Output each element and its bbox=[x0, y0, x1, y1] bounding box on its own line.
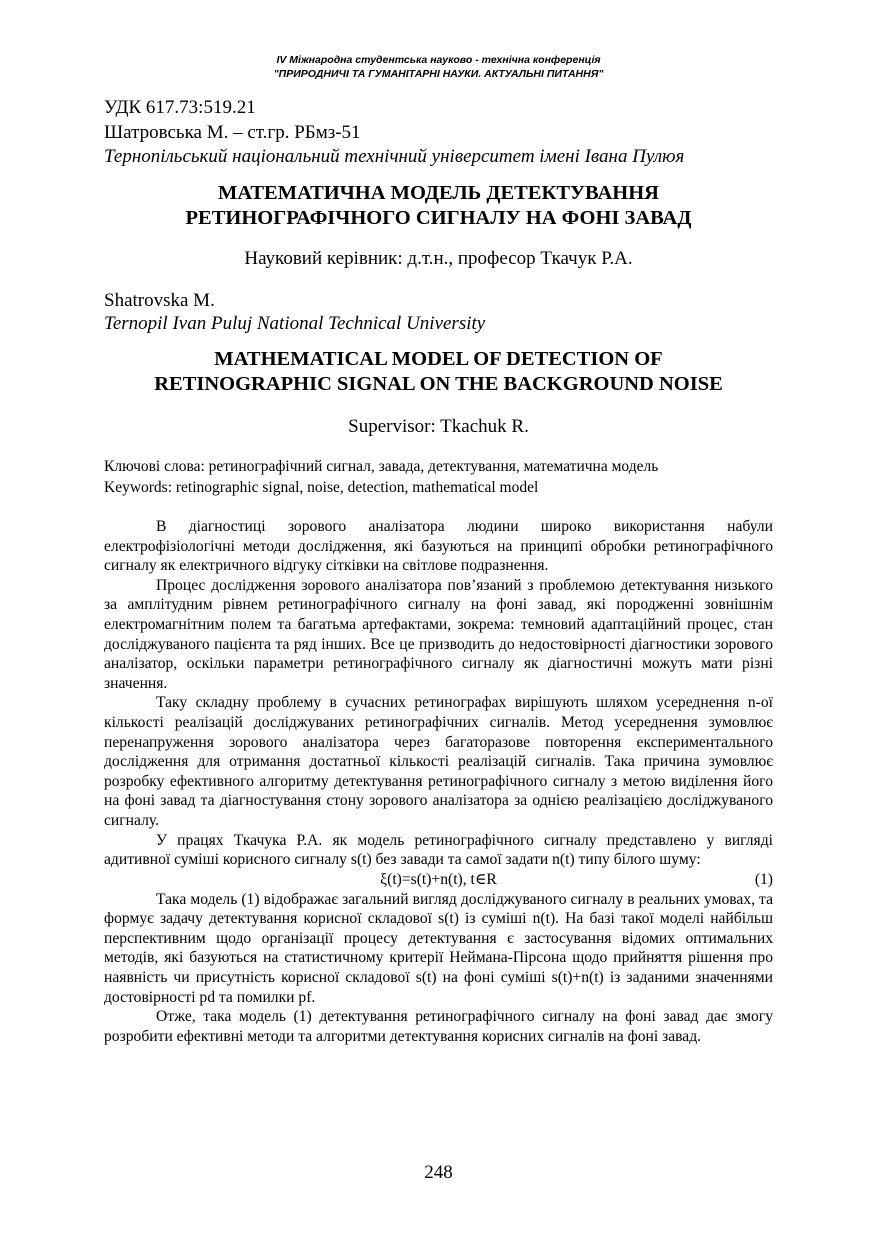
title-en bbox=[0, 347, 877, 397]
supervisor-ua: Науковий керівник: д.т.н., професор Ткачук Р.А. bbox=[244, 248, 633, 269]
paragraph: Процес дослідження зорового аналізатора пов’язаний з проблемою детектування низького за амплітудним рівнем ретинографічного сигналу на фоні завад, які породженні зовнішнім електромагнітним полем та багатьма артефактами, зокрема: темновий адаптаційний процес, стан досліджуваного пацієнта та ряд інших. Все це призводить до недостовірності діагностики зорового аналізатор, оскільки параметри ретинографічного сигналу як діагностичні можуть мати різні значення. bbox=[104, 576, 773, 692]
affiliation-en: Ternopil Ivan Puluj National Technical University bbox=[104, 313, 486, 334]
title-ua bbox=[0, 181, 877, 231]
keywords-en: Keywords: retinographic signal, noise, detection, mathematical model bbox=[104, 479, 539, 496]
author-ua: Шатровська М. – ст.гр. РБмз-51 bbox=[104, 122, 361, 143]
title-ua-line-1: МАТЕМАТИЧНА МОДЕЛЬ ДЕТЕКТУВАННЯ bbox=[218, 182, 659, 204]
title-en-line-2: RETINOGRAPHIC SIGNAL ON THE BACKGROUND NOISE bbox=[154, 373, 723, 395]
conference-line-2: "ПРИРОДНИЧІ ТА ГУМАНІТАРНІ НАУКИ. АКТУАЛЬНІ ПИТАННЯ" bbox=[273, 68, 604, 80]
body-text bbox=[104, 517, 773, 1046]
equation-number: (1) bbox=[754, 870, 773, 888]
conference-line-1: IV Міжнародна студентська науково - технічна конференція bbox=[276, 54, 601, 66]
equation-expression: ξ(t)=s(t)+n(t), t∈R bbox=[380, 870, 497, 888]
conference-header bbox=[0, 53, 877, 81]
paragraph: Таку складну проблему в сучасних ретинографах вирішують шляхом усереднення n-ої кількості реалізацій досліджуваних ретинографічних сигналів. Метод усереднення зумовлює перенапруження зорового аналізатора через багаторазове повторення експериментального дослідження для отримання достатньої кількості реалізацій сигналів. Така причина зумовлює розробку ефективного алгоритму детектування ретинографічного сигналу з метою виділення його на фоні завад та діагностування стону зорового аналізатора за однією реалізацією досліджуваного сигналу. bbox=[104, 694, 773, 829]
page-number: 248 bbox=[424, 1162, 453, 1183]
title-en-line-1: MATHEMATICAL MODEL OF DETECTION OF bbox=[214, 348, 663, 370]
paragraph: Отже, така модель (1) детектування ретинографічного сигналу на фоні завад дає змогу розробити ефективні методи та алгоритми детектування корисних сигналів на фоні завад. bbox=[104, 1008, 773, 1045]
author-en: Shatrovska M. bbox=[104, 290, 215, 311]
udk-code: УДК 617.73:519.21 bbox=[104, 97, 256, 118]
title-ua-line-2: РЕТИНОГРАФІЧНОГО СИГНАЛУ НА ФОНІ ЗАВАД bbox=[185, 207, 692, 229]
paragraph: В діагностиці зорового аналізатора людини широко використання набули електрофізіологічні методи дослідження, які базуються на принципі обробки ретинографічного сигналу як електричного відгуку сітківки на світлове подразнення. bbox=[104, 518, 773, 575]
keywords-ua: Ключові слова: ретинографічний сигнал, завада, детектування, математична модель bbox=[104, 458, 659, 475]
affiliation-ua: Тернопільський національний технічний університет імені Івана Пулюя bbox=[104, 146, 685, 167]
equation bbox=[104, 870, 773, 890]
supervisor-en: Supervisor: Tkachuk R. bbox=[348, 416, 529, 437]
paragraph: Така модель (1) відображає загальний вигляд досліджуваного сигналу в реальних умовах, та формує задачу детектування корисної складової s(t) із суміші n(t). На базі такої моделі найбільш перспективним щодо організації процесу детектування є застосування відомих оптимальних методів, які базуються на статистичному критерії Неймана-Пірсона щодо прийняття рішення про наявність чи присутність корисної складової s(t) на фоні суміші s(t)+n(t) із заданими значеннями достовірності pd та помилки pf. bbox=[104, 890, 773, 1006]
paragraph: У працях Ткачука Р.А. як модель ретинографічного сигналу представлено у вигляді адитивної суміші корисного сигналу s(t) без завади та самої задати n(t) типу білого шуму: bbox=[104, 831, 773, 869]
